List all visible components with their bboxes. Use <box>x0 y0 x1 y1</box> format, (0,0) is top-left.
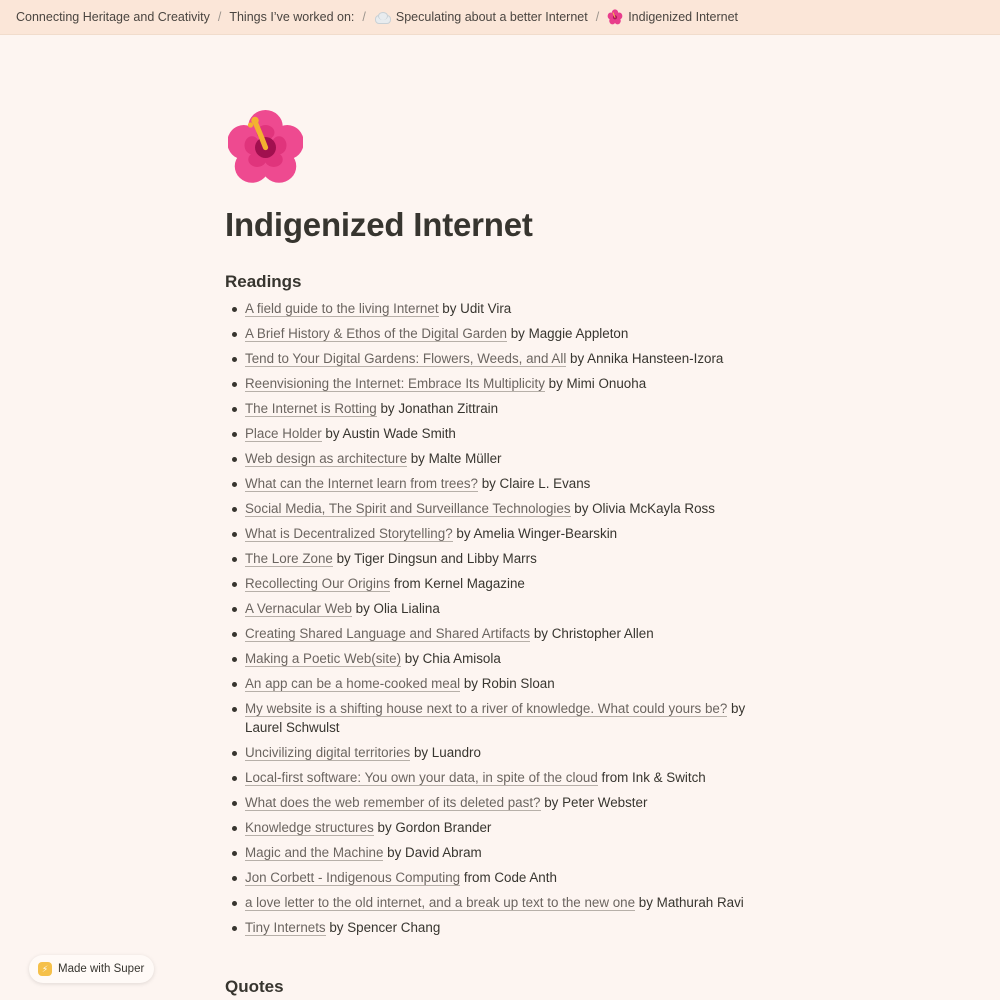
reading-author: by Annika Hansteen-Izora <box>566 351 724 366</box>
reading-link[interactable]: Magic and the Machine <box>245 845 384 860</box>
breadcrumb-label: Speculating about a better Internet <box>395 10 588 24</box>
page-title: Indigenized Internet <box>225 206 533 243</box>
made-with-super-badge[interactable] <box>29 955 154 983</box>
reading-link[interactable]: a love letter to the old internet, and a break up text to the new one <box>245 895 636 910</box>
hibiscus-icon <box>607 9 623 25</box>
reading-list-item <box>225 624 765 643</box>
reading-list-item <box>225 818 765 837</box>
reading-author: by Laurel Schwulst <box>245 701 746 735</box>
reading-link[interactable]: Recollecting Our Origins <box>245 576 391 591</box>
reading-link[interactable]: What does the web remember of its deleted past? <box>245 795 541 810</box>
reading-list-item <box>225 893 765 912</box>
reading-list-item <box>225 324 765 343</box>
reading-author: by Mimi Onuoha <box>544 376 647 391</box>
breadcrumb-item-things-ive-worked-on[interactable] <box>229 10 354 24</box>
reading-author: by Olivia McKayla Ross <box>570 501 715 516</box>
breadcrumb-item-speculating[interactable] <box>374 10 588 24</box>
reading-list-item <box>225 299 765 318</box>
reading-author: by Peter Webster <box>540 795 648 810</box>
breadcrumb-label: Connecting Heritage and Creativity <box>16 10 210 24</box>
readings-list <box>225 299 765 943</box>
reading-link[interactable]: The Lore Zone <box>245 551 333 566</box>
reading-list-item <box>225 374 765 393</box>
reading-author: from Kernel Magazine <box>390 576 525 591</box>
reading-author: by Austin Wade Smith <box>321 426 456 441</box>
reading-list-item <box>225 793 765 812</box>
reading-list-item <box>225 524 765 543</box>
reading-link[interactable]: Place Holder <box>245 426 322 441</box>
cloud-icon <box>374 12 390 22</box>
breadcrumb-item-indigenized-internet[interactable] <box>607 9 738 25</box>
reading-link[interactable]: Web design as architecture <box>245 451 408 466</box>
reading-author: by Spencer Chang <box>325 920 441 935</box>
breadcrumb-label: Indigenized Internet <box>628 10 738 24</box>
reading-author: by David Abram <box>383 845 482 860</box>
reading-link[interactable]: A Vernacular Web <box>245 601 352 616</box>
reading-list-item <box>225 399 765 418</box>
reading-author: by Robin Sloan <box>460 676 555 691</box>
breadcrumb-separator: / <box>217 10 222 24</box>
reading-author: by Tiger Dingsun and Libby Marrs <box>332 551 537 566</box>
reading-link[interactable]: Making a Poetic Web(site) <box>245 651 402 666</box>
reading-author: by Jonathan Zittrain <box>376 401 499 416</box>
reading-link[interactable]: Tend to Your Digital Gardens: Flowers, Weeds, and All <box>245 351 567 366</box>
reading-list-item <box>225 868 765 887</box>
reading-link[interactable]: My website is a shifting house next to a river of knowledge. What could yours be? <box>245 701 728 716</box>
reading-link[interactable]: Social Media, The Spirit and Surveillance Technologies <box>245 501 571 516</box>
reading-link[interactable]: Uncivilizing digital territories <box>245 745 411 760</box>
reading-author: by Amelia Winger-Bearskin <box>452 526 618 541</box>
hibiscus-icon <box>228 110 303 185</box>
quotes-heading: Quotes <box>225 977 284 996</box>
reading-list-item <box>225 549 765 568</box>
reading-list-item <box>225 743 765 762</box>
reading-list-item <box>225 918 765 937</box>
breadcrumb-item-connecting-heritage[interactable] <box>16 10 210 24</box>
reading-link[interactable]: An app can be a home-cooked meal <box>245 676 461 691</box>
reading-list-item <box>225 424 765 443</box>
reading-list-item <box>225 649 765 668</box>
made-with-super-label: Made with Super <box>58 963 145 975</box>
reading-link[interactable]: The Internet is Rotting <box>245 401 377 416</box>
reading-list-item <box>225 574 765 593</box>
reading-link[interactable]: Local-first software: You own your data, in spite of the cloud <box>245 770 598 785</box>
reading-author: from Ink & Switch <box>597 770 706 785</box>
reading-list-item <box>225 768 765 787</box>
reading-link[interactable]: What can the Internet learn from trees? <box>245 476 478 491</box>
reading-list-item <box>225 599 765 618</box>
bolt-icon: ⚡ <box>38 962 52 976</box>
reading-author: by Olia Lialina <box>351 601 440 616</box>
reading-link[interactable]: Knowledge structures <box>245 820 374 835</box>
reading-list-item <box>225 843 765 862</box>
reading-link[interactable]: Reenvisioning the Internet: Embrace Its Multiplicity <box>245 376 545 391</box>
reading-list-item <box>225 699 765 737</box>
reading-list-item <box>225 449 765 468</box>
reading-link[interactable]: A field guide to the living Internet <box>245 301 439 316</box>
reading-author: by Chia Amisola <box>401 651 501 666</box>
reading-list-item <box>225 474 765 493</box>
reading-author: from Code Anth <box>460 870 557 885</box>
reading-link[interactable]: Jon Corbett - Indigenous Computing <box>245 870 461 885</box>
reading-author: by Gordon Brander <box>373 820 492 835</box>
reading-link[interactable]: A Brief History & Ethos of the Digital Garden <box>245 326 507 341</box>
breadcrumb-separator: / <box>595 10 600 24</box>
reading-author: by Luandro <box>410 745 481 760</box>
reading-author: by Christopher Allen <box>530 626 654 641</box>
reading-link[interactable]: Tiny Internets <box>245 920 326 935</box>
breadcrumb-label: Things I’ve worked on: <box>229 10 355 24</box>
reading-list-item <box>225 349 765 368</box>
reading-author: by Claire L. Evans <box>477 476 591 491</box>
reading-list-item <box>225 499 765 518</box>
readings-heading: Readings <box>225 272 302 291</box>
reading-author: by Malte Müller <box>407 451 502 466</box>
reading-author: by Mathurah Ravi <box>635 895 744 910</box>
reading-author: by Udit Vira <box>438 301 512 316</box>
reading-link[interactable]: What is Decentralized Storytelling? <box>245 526 453 541</box>
reading-author: by Maggie Appleton <box>506 326 629 341</box>
reading-link[interactable]: Creating Shared Language and Shared Artifacts <box>245 626 531 641</box>
breadcrumb <box>0 0 1000 35</box>
breadcrumb-separator: / <box>362 10 366 24</box>
reading-list-item <box>225 674 765 693</box>
